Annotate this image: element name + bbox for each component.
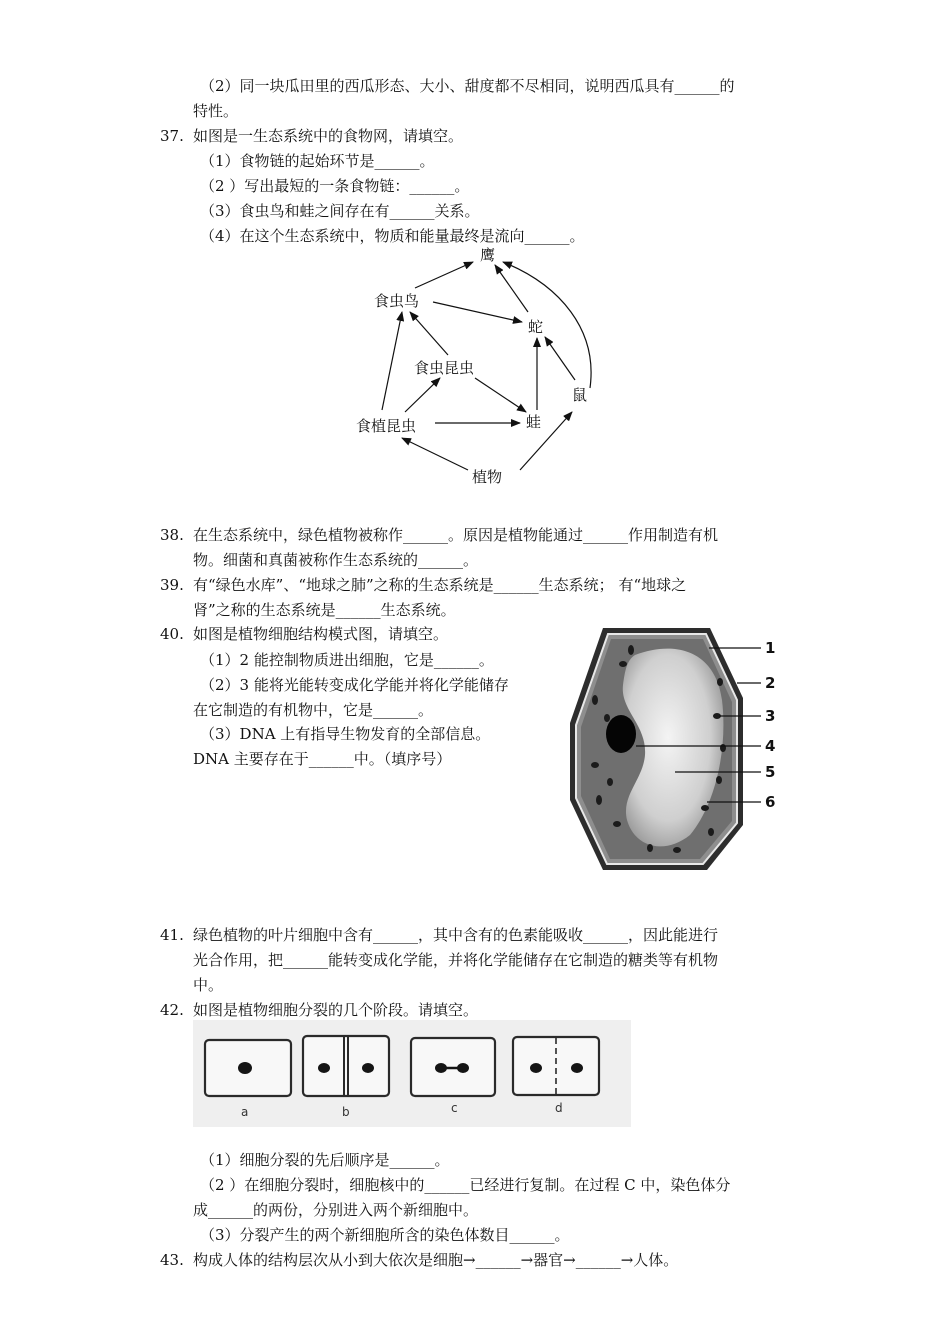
- q42-part2-line1: （2 ）在细胞分裂时，细胞核中的______已经进行复制。在过程 C 中，染色体分: [200, 1176, 731, 1194]
- q38-line2: 物。细菌和真菌被称作生态系统的______。: [193, 551, 479, 569]
- cell-label-3: 3: [765, 707, 776, 725]
- q40-number: 40.: [160, 625, 184, 643]
- q37-part1: （1）食物链的起始环节是______。: [200, 152, 435, 170]
- q39-line1: 有“绿色水库”、“地球之肺”之称的生态系统是______生态系统； 有“地球之: [193, 576, 687, 594]
- q40-part2-line2: 在它制造的有机物中，它是______。: [193, 701, 434, 719]
- q37-stem: 如图是一生态系统中的食物网，请填空。: [193, 127, 464, 145]
- division-stage-c: c: [451, 1101, 458, 1115]
- division-stage-a: a: [241, 1105, 249, 1119]
- q37-part3: （3）食虫鸟和蛙之间存在有______关系。: [200, 202, 480, 220]
- division-stage-d: d: [555, 1101, 563, 1115]
- q41-line1: 绿色植物的叶片细胞中含有______，其中含有的色素能吸收______，因此能进行: [193, 926, 719, 944]
- food-web-node-mouse: 鼠: [572, 386, 588, 404]
- q41-line3: 中。: [193, 976, 224, 994]
- q40-part3-line2: DNA 主要存在于______中。（填序号）: [193, 750, 452, 768]
- food-web-diagram: [340, 240, 620, 495]
- q39-line2: 肾”之称的生态系统是______生态系统。: [193, 601, 456, 619]
- q42-part2-line2: 成______的两份，分别进入两个新细胞中。: [193, 1201, 479, 1219]
- q40-part2-line1: （2）3 能将光能转变成化学能并将化学能储存: [200, 676, 509, 694]
- division-stage-b: b: [342, 1105, 350, 1119]
- cell-division-diagram: [193, 1020, 631, 1127]
- food-web-node-snake: 蛇: [528, 318, 544, 336]
- q41-line2: 光合作用，把______能转变成化学能，并将化学能储存在它制造的糖类等有机物: [193, 951, 719, 969]
- q40-part3-line1: （3）DNA 上有指导生物发育的全部信息。: [200, 725, 491, 743]
- q39-number: 39.: [160, 576, 184, 594]
- q42-part1: （1）细胞分裂的先后顺序是______。: [200, 1151, 450, 1169]
- cell-label-1: 1: [765, 639, 776, 657]
- food-web-node-frog: 蛙: [526, 413, 542, 431]
- q37-part4: （4）在这个生态系统中，物质和能量最终是流向______。: [200, 227, 585, 245]
- q38-line1: 在生态系统中，绿色植物被称作______。原因是植物能通过______作用制造有机: [193, 526, 719, 544]
- q36-part2-line1: （2）同一块瓜田里的西瓜形态、大小、甜度都不尽相同，说明西瓜具有______的: [200, 77, 735, 95]
- q37-part2: （2 ）写出最短的一条食物链：______。: [200, 177, 470, 195]
- cell-label-2: 2: [765, 674, 776, 692]
- cell-label-4: 4: [765, 737, 776, 755]
- food-web-node-plant: 植物: [472, 468, 503, 486]
- food-web-node-insectivore-insect: 食虫昆虫: [414, 359, 475, 377]
- q42-stem: 如图是植物细胞分裂的几个阶段。请填空。: [193, 1001, 479, 1019]
- food-web-node-insect-bird: 食虫鸟: [374, 292, 420, 310]
- q43-line1: 构成人体的结构层次从小到大依次是细胞→______→器官→______→人体。: [193, 1251, 679, 1269]
- q41-number: 41.: [160, 926, 184, 944]
- q40-stem: 如图是植物细胞结构模式图，请填空。: [193, 625, 449, 643]
- q43-number: 43.: [160, 1251, 184, 1269]
- q42-number: 42.: [160, 1001, 184, 1019]
- q37-number: 37.: [160, 127, 184, 145]
- q36-part2-line2: 特性。: [193, 102, 239, 120]
- food-web-node-eagle: 鹰: [480, 246, 496, 264]
- food-web-node-herbivore-insect: 食植昆虫: [356, 417, 417, 435]
- q40-part1: （1）2 能控制物质进出细胞，它是______。: [200, 651, 494, 669]
- cell-label-5: 5: [765, 763, 776, 781]
- cell-label-6: 6: [765, 793, 776, 811]
- plant-cell-diagram: [565, 620, 790, 875]
- q42-part3: （3）分裂产生的两个新细胞所含的染色体数目______。: [200, 1226, 570, 1244]
- q38-number: 38.: [160, 526, 184, 544]
